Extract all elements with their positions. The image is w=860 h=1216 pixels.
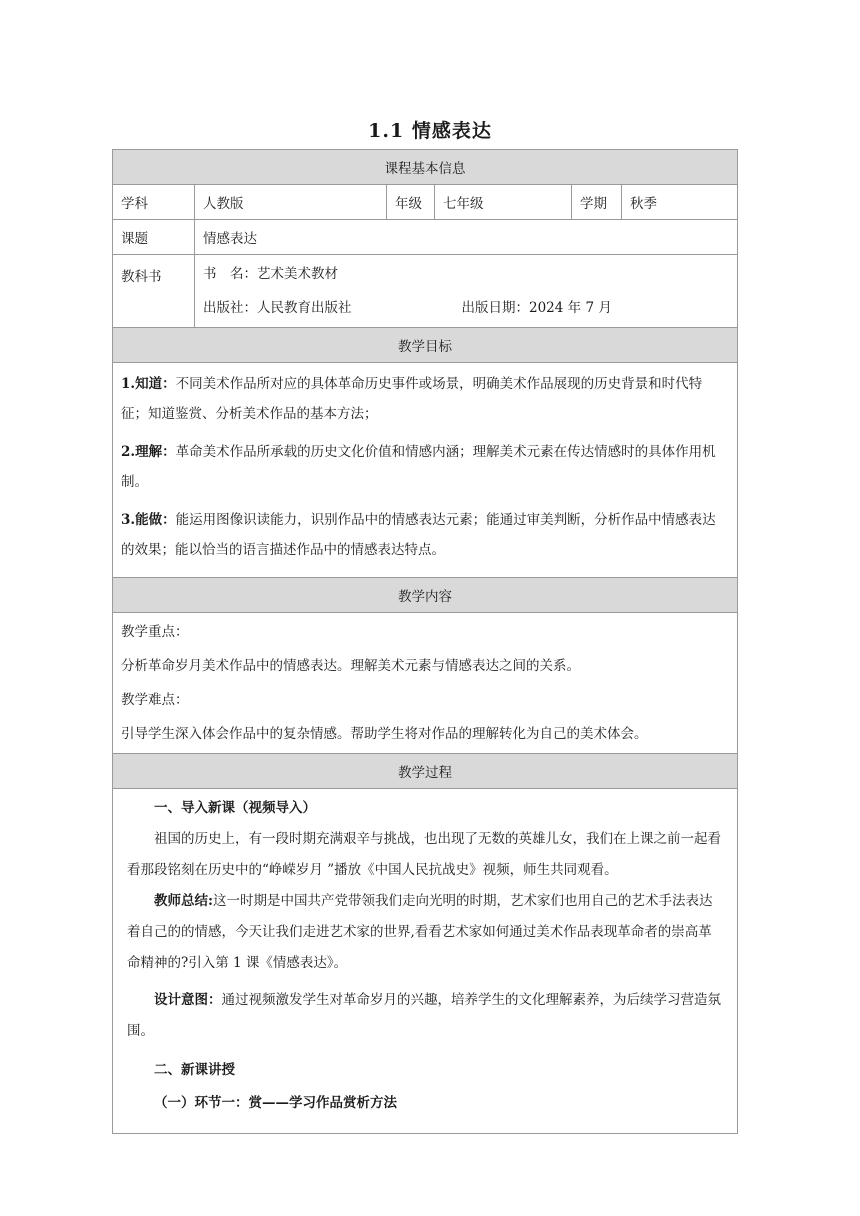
term-label: 学期 (572, 185, 622, 220)
objective-item (121, 505, 729, 565)
summary-text: 这一时期是中国共产党带领我们走向光明的时期，艺术家们也用自己的艺术手法表达着自己的的情感，今天让我们走进艺术家的世界,看看艺术家如何通过美术作品表现革命者的崇高革命精神的?引入第 1 课《情感表达》。 (127, 893, 713, 971)
section-title: 教学目标 (113, 328, 738, 363)
teacher-summary (127, 886, 723, 979)
design-label: 设计意图： (154, 992, 222, 1008)
key-points-label: 教学重点： (121, 624, 189, 640)
objective-item (121, 369, 729, 429)
grade-value: 七年级 (435, 185, 572, 220)
objective-text: 革命美术作品所承载的历史文化价值和情感内涵；理解美术元素在传达情感时的具体作用机制。 (121, 444, 716, 490)
book-name: 书 名：艺术美术教材 (203, 266, 338, 282)
summary-label: 教师总结: (154, 893, 213, 909)
objective-label: 2.理解： (121, 444, 176, 460)
objective-item (121, 437, 729, 497)
section-title: 课程基本信息 (113, 150, 738, 185)
design-text: 通过视频激发学生对革命岁月的兴趣，培养学生的文化理解素养，为后续学习营造氛围。 (127, 992, 721, 1039)
subject-label: 学科 (113, 185, 195, 220)
design-intent (127, 985, 723, 1047)
objective-text: 不同美术作品所对应的具体革命历史事件或场景，明确美术作品展现的历史背景和时代特征；知道鉴赏、分析美术作品的基本方法； (121, 376, 703, 422)
textbook-label: 教科书 (113, 255, 195, 328)
part2-subheading: （一）环节一：赏——学习作品赏析方法 (154, 1095, 397, 1111)
subject-value: 人教版 (195, 185, 387, 220)
grade-label: 年级 (387, 185, 435, 220)
process-details (113, 789, 738, 1134)
objective-label: 1.知道： (121, 376, 176, 392)
info-row-subject (113, 185, 738, 220)
part1-text: 祖国的历史上，有一段时期充满艰辛与挑战，也出现了无数的英雄儿女，我们在上课之前一起看看那段铭刻在历史中的“峥嵘岁月 ”播放《中国人民抗战史》视频，师生共同观看。 (127, 831, 721, 878)
objective-label: 3.能做： (121, 512, 176, 528)
part1-heading: 一、导入新课（视频导入） (154, 800, 316, 816)
publisher-line (203, 291, 729, 325)
process-row (113, 789, 738, 1134)
info-row-textbook (113, 255, 738, 328)
section-title: 教学内容 (113, 578, 738, 613)
topic-label: 课题 (113, 220, 195, 255)
difficulties-text: 引导学生深入体会作品中的复杂情感。帮助学生将对作品的理解转化为自己的美术体会。 (121, 726, 648, 742)
textbook-details (195, 255, 738, 328)
term-value: 秋季 (622, 185, 738, 220)
section-header-process (113, 754, 738, 789)
page-title: 1.1 情感表达 (368, 120, 492, 142)
lesson-plan-table (112, 149, 738, 1134)
content-row (113, 613, 738, 754)
section-header-content (113, 578, 738, 613)
publish-date: 出版日期：2024 年 7 月 (461, 300, 612, 316)
section-header-objectives (113, 328, 738, 363)
key-points-text: 分析革命岁月美术作品中的情感表达。理解美术元素与情感表达之间的关系。 (121, 658, 580, 674)
objective-text: 能运用图像识读能力，识别作品中的情感表达元素；能通过审美判断，分析作品中情感表达的效果；能以恰当的语言描述作品中的情感表达特点。 (121, 512, 716, 558)
objectives-row (113, 363, 738, 578)
difficulties-label: 教学难点： (121, 692, 189, 708)
objectives-list (113, 363, 738, 578)
content-details (113, 613, 738, 754)
section-header-basic-info (113, 150, 738, 185)
info-row-topic (113, 220, 738, 255)
section-title: 教学过程 (113, 754, 738, 789)
topic-value: 情感表达 (195, 220, 738, 255)
part2-heading: 二、新课讲授 (154, 1062, 235, 1078)
publisher: 出版社：人民教育出版社 (203, 300, 352, 316)
